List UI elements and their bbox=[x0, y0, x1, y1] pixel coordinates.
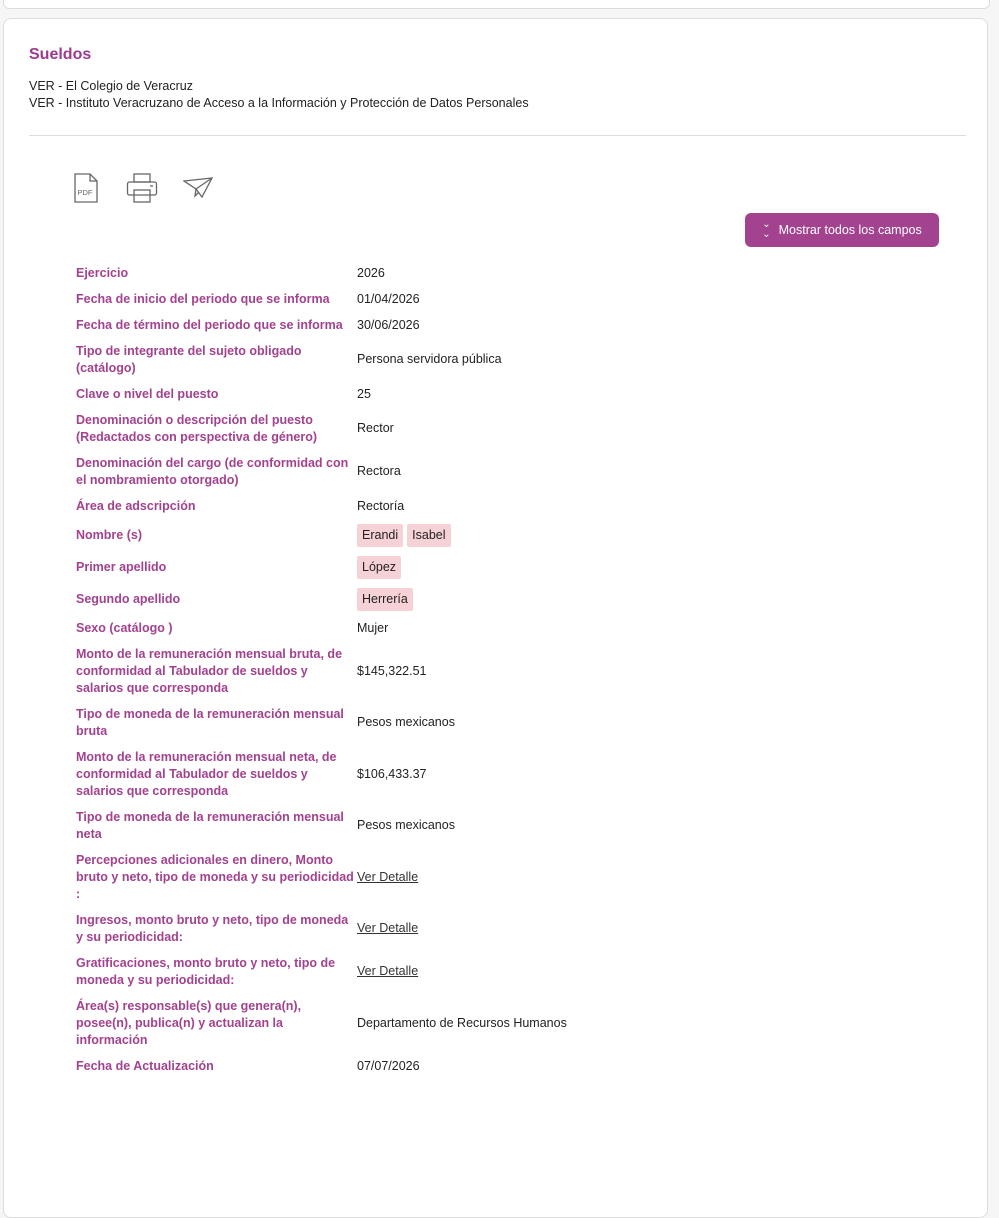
sueldos-card bbox=[3, 18, 988, 1218]
field-row bbox=[76, 381, 956, 407]
field-label: Área de adscripción bbox=[76, 498, 196, 513]
field-value: Persona servidora pública bbox=[357, 352, 502, 366]
field-value: Pesos mexicanos bbox=[357, 818, 455, 832]
field-value bbox=[357, 920, 418, 937]
field-label: Denominación del cargo (de conformidad con el nombramiento otorgado) bbox=[76, 455, 349, 487]
field-value: 01/04/2026 bbox=[357, 291, 420, 306]
field-row bbox=[76, 583, 956, 615]
field-row bbox=[76, 993, 956, 1053]
field-label: Sexo (catálogo ) bbox=[76, 620, 173, 635]
field-label: Percepciones adicionales en dinero, Monto bruto y neto, tipo de moneda y su periodicidad : bbox=[76, 852, 354, 901]
field-value bbox=[357, 963, 418, 980]
field-value: 30/06/2026 bbox=[357, 317, 420, 332]
field-label: Tipo de moneda de la remuneración mensual bruta bbox=[76, 706, 344, 738]
field-label: Fecha de Actualización bbox=[76, 1058, 214, 1073]
field-row bbox=[76, 847, 956, 907]
field-row bbox=[76, 493, 956, 519]
print-icon[interactable] bbox=[125, 171, 159, 205]
field-label: Tipo de moneda de la remuneración mensual neta bbox=[76, 809, 344, 841]
field-value: $106,433.37 bbox=[357, 766, 427, 781]
field-value bbox=[357, 588, 413, 611]
field-row bbox=[76, 450, 956, 493]
ver-detalle-link[interactable]: Ver Detalle bbox=[357, 964, 419, 978]
field-row bbox=[76, 1053, 956, 1079]
field-row bbox=[76, 615, 956, 641]
field-label: Gratificaciones, monto bruto y neto, tipo de moneda y su periodicidad: bbox=[76, 955, 336, 987]
subject-item: VER - El Colegio de Veracruz bbox=[29, 79, 193, 93]
field-label: Área(s) responsable(s) que genera(n), posee(n), publica(n) y actualizan la información bbox=[76, 998, 302, 1047]
field-value: Mujer bbox=[357, 620, 389, 635]
field-value: Departamento de Recursos Humanos bbox=[357, 1015, 567, 1030]
redacted-name-chip: López bbox=[357, 556, 401, 579]
field-value bbox=[357, 869, 418, 886]
field-label: Ingresos, monto bruto y neto, tipo de moneda y su periodicidad: bbox=[76, 912, 349, 944]
field-value: Rectoría bbox=[357, 498, 405, 513]
field-value: Rector bbox=[357, 421, 394, 435]
field-row bbox=[76, 744, 956, 804]
double-chevron-down-icon: ⌄ ⌄ bbox=[762, 219, 771, 240]
field-value: 25 bbox=[357, 386, 371, 401]
field-value: Rectora bbox=[357, 464, 401, 478]
field-label: Monto de la remuneración mensual neta, de conformidad al Tabulador de sueldos y salarios que corresponda bbox=[76, 749, 337, 798]
field-row bbox=[76, 907, 956, 950]
field-row bbox=[76, 312, 956, 338]
redacted-name-chip: Erandi bbox=[357, 524, 403, 547]
redacted-name-chip: Isabel bbox=[407, 524, 450, 547]
field-label: Fecha de inicio del periodo que se informa bbox=[76, 291, 330, 306]
field-value: 07/07/2026 bbox=[357, 1058, 420, 1073]
subject-item: VER - Instituto Veracruzano de Acceso a la Información y Protección de Datos Personales bbox=[29, 96, 529, 110]
field-label: Ejercicio bbox=[76, 265, 129, 280]
field-label: Clave o nivel del puesto bbox=[76, 386, 219, 401]
field-label: Denominación o descripción del puesto (Redactados con perspectiva de género) bbox=[76, 412, 318, 444]
subject-list bbox=[29, 78, 529, 112]
field-value: $145,322.51 bbox=[357, 663, 427, 678]
field-row bbox=[76, 519, 956, 551]
field-label: Tipo de integrante del sujeto obligado (catálogo) bbox=[76, 343, 302, 375]
field-label: Nombre (s) bbox=[76, 527, 142, 542]
field-row bbox=[76, 804, 956, 847]
field-label: Fecha de término del periodo que se informa bbox=[76, 317, 343, 332]
page-title: Sueldos bbox=[29, 46, 92, 63]
ver-detalle-link[interactable]: Ver Detalle bbox=[357, 869, 419, 884]
field-label: Monto de la remuneración mensual bruta, de conformidad al Tabulador de sueldos y salarios que corresponda bbox=[76, 646, 343, 695]
field-row bbox=[76, 338, 956, 381]
field-row bbox=[76, 260, 956, 286]
field-row bbox=[76, 551, 956, 583]
field-row bbox=[76, 950, 956, 993]
field-value bbox=[357, 524, 451, 547]
show-all-fields-button[interactable] bbox=[745, 213, 939, 247]
field-row bbox=[76, 286, 956, 312]
pdf-icon[interactable] bbox=[69, 171, 103, 205]
show-all-fields-label: Mostrar todos los campos bbox=[778, 223, 922, 237]
export-toolbar bbox=[69, 171, 215, 205]
field-value bbox=[357, 556, 401, 579]
pdf-icon-label: PDF bbox=[77, 188, 93, 197]
field-list bbox=[76, 260, 956, 1079]
field-label: Primer apellido bbox=[76, 559, 167, 574]
field-row bbox=[76, 701, 956, 744]
previous-card bbox=[3, 0, 990, 9]
divider bbox=[29, 135, 966, 136]
field-value: 2026 bbox=[357, 265, 385, 280]
field-row bbox=[76, 407, 956, 450]
field-row bbox=[76, 641, 956, 701]
ver-detalle-link[interactable]: Ver Detalle bbox=[357, 921, 419, 935]
redacted-name-chip: Herrería bbox=[357, 588, 413, 611]
field-value: Pesos mexicanos bbox=[357, 715, 455, 729]
send-icon[interactable] bbox=[181, 171, 215, 205]
field-label: Segundo apellido bbox=[76, 591, 181, 606]
